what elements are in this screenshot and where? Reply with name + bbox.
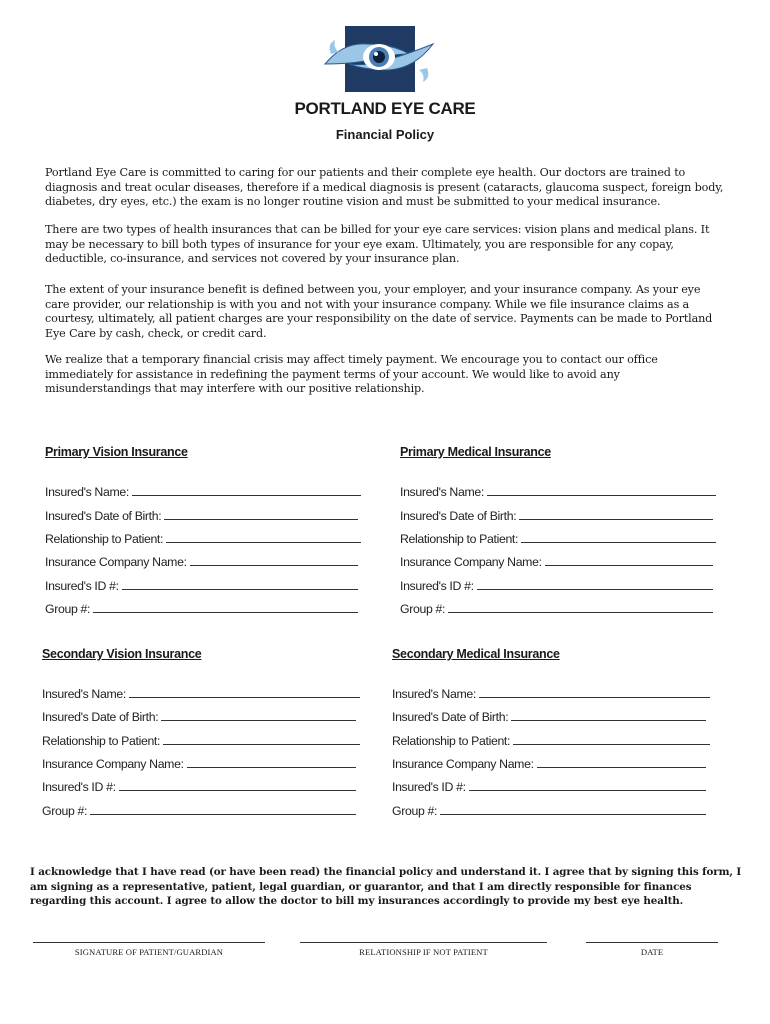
primary-vision-id-field[interactable] xyxy=(45,577,358,593)
field-label: Group #: xyxy=(392,804,438,818)
fill-line xyxy=(479,697,710,698)
fill-line xyxy=(187,767,356,768)
policy-paragraph: There are two types of health insurances that can be billed for your eye care services: vision plans and medical plans. It may be necessary to bill both types of insurance for your eye exam. Ultimately, you are responsible for any copay, deductible, co-insurance, and services not covered by your insurance plan. xyxy=(45,223,710,266)
fill-line xyxy=(440,814,706,815)
field-label: Insured's Date of Birth: xyxy=(392,710,509,724)
policy-paragraph: We realize that a temporary financial crisis may affect timely payment. We encourage you to contact our office immediately for assistance in redefining the payment terms of your account. We would like to avoid any misunderstandings that may interfere with our positive relationship. xyxy=(45,353,658,396)
eye-logo-icon xyxy=(323,24,435,96)
field-label: Insurance Company Name: xyxy=(392,757,534,771)
secondary-vision-company-field[interactable] xyxy=(42,755,356,771)
document-title: Financial Policy xyxy=(335,127,435,142)
secondary-vision-group-field[interactable] xyxy=(42,802,356,818)
fill-line xyxy=(190,565,358,566)
secondary-vision-title: Secondary Vision Insurance xyxy=(42,647,202,661)
fill-line xyxy=(164,519,358,520)
primary-vision-group-field[interactable] xyxy=(45,600,358,616)
fill-line xyxy=(545,565,713,566)
organization-name: PORTLAND EYE CARE xyxy=(294,99,476,118)
secondary-medical-dob-field[interactable] xyxy=(392,708,706,724)
secondary-medical-id-field[interactable] xyxy=(392,778,706,794)
primary-medical-id-field[interactable] xyxy=(400,577,713,593)
secondary-vision-dob-field[interactable] xyxy=(42,708,356,724)
field-label: Relationship to Patient: xyxy=(42,734,161,748)
primary-medical-name-field[interactable] xyxy=(400,483,716,499)
fill-line xyxy=(477,589,713,590)
date-field[interactable] xyxy=(586,930,718,960)
fill-line xyxy=(519,519,713,520)
primary-medical-company-field[interactable] xyxy=(400,553,713,569)
signature-caption: SIGNATURE OF PATIENT/GUARDIAN xyxy=(74,947,224,957)
primary-medical-relationship-field[interactable] xyxy=(400,530,716,546)
fill-line xyxy=(163,744,360,745)
date-line xyxy=(586,930,718,943)
fill-line xyxy=(537,767,706,768)
fill-line xyxy=(487,495,716,496)
fill-line xyxy=(122,589,358,590)
field-label: Insurance Company Name: xyxy=(45,555,187,569)
primary-vision-name-field[interactable] xyxy=(45,483,361,499)
fill-line xyxy=(132,495,361,496)
primary-vision-title: Primary Vision Insurance xyxy=(45,445,188,459)
signature-field[interactable] xyxy=(33,930,265,960)
field-label: Insured's Name: xyxy=(392,687,476,701)
field-label: Insured's Name: xyxy=(42,687,126,701)
relationship-line xyxy=(300,930,547,943)
secondary-medical-relationship-field[interactable] xyxy=(392,732,710,748)
field-label: Group #: xyxy=(42,804,88,818)
secondary-medical-name-field[interactable] xyxy=(392,685,710,701)
field-label: Group #: xyxy=(400,602,446,616)
policy-paragraph: The extent of your insurance benefit is defined between you, your employer, and your insurance company. As your eye care provider, our relationship is with you and not with your insurance company. While we file insurance claims as a courtesy, ultimately, all patient charges are your responsibility on the date of service. Payments can be made to Portland Eye Care by cash, check, or credit card. xyxy=(45,283,713,341)
signature-line xyxy=(33,930,265,943)
field-label: Relationship to Patient: xyxy=(45,532,164,546)
fill-line xyxy=(119,790,356,791)
field-label: Insured's Date of Birth: xyxy=(45,509,162,523)
field-label: Insured's Date of Birth: xyxy=(400,509,517,523)
fill-line xyxy=(161,720,356,721)
primary-vision-company-field[interactable] xyxy=(45,553,358,569)
relationship-caption: RELATIONSHIP IF NOT PATIENT xyxy=(359,947,488,957)
field-label: Insured's ID #: xyxy=(392,780,466,794)
fill-line xyxy=(93,612,358,613)
secondary-vision-relationship-field[interactable] xyxy=(42,732,360,748)
policy-paragraph: Portland Eye Care is committed to caring for our patients and their complete eye health. Our doctors are trained to diagnosis and treat ocular diseases, therefore if a medical diagnosis is present (cataracts, glaucoma suspect, foreign body, diabetes, dry eyes, etc.) the exam is no longer routine vision and must be submitted to your medical insurance. xyxy=(45,166,724,209)
primary-vision-relationship-field[interactable] xyxy=(45,530,361,546)
fill-line xyxy=(90,814,356,815)
fill-line xyxy=(166,542,361,543)
secondary-vision-id-field[interactable] xyxy=(42,778,356,794)
field-label: Insurance Company Name: xyxy=(400,555,542,569)
field-label: Insured's ID #: xyxy=(45,579,119,593)
secondary-medical-company-field[interactable] xyxy=(392,755,706,771)
fill-line xyxy=(511,720,706,721)
field-label: Insured's ID #: xyxy=(400,579,474,593)
date-caption: DATE xyxy=(640,947,664,957)
fill-line xyxy=(448,612,713,613)
secondary-vision-name-field[interactable] xyxy=(42,685,360,701)
field-label: Group #: xyxy=(45,602,91,616)
acknowledgement-statement: I acknowledge that I have read (or have been read) the financial policy and understand it. I agree that by signing this form, I am signing as a representative, patient, legal guardian, or guarantor, and that I am directly responsible for finances regarding this account. I agree to allow the doctor to bill my insurances accordingly to provide my best eye health. xyxy=(30,866,742,908)
field-label: Relationship to Patient: xyxy=(400,532,519,546)
primary-vision-dob-field[interactable] xyxy=(45,507,358,523)
secondary-medical-group-field[interactable] xyxy=(392,802,706,818)
field-label: Insurance Company Name: xyxy=(42,757,184,771)
field-label: Insured's Name: xyxy=(45,485,129,499)
field-label: Insured's ID #: xyxy=(42,780,116,794)
field-label: Insured's Date of Birth: xyxy=(42,710,159,724)
fill-line xyxy=(129,697,360,698)
secondary-medical-title: Secondary Medical Insurance xyxy=(392,647,560,661)
fill-line xyxy=(521,542,716,543)
field-label: Insured's Name: xyxy=(400,485,484,499)
primary-medical-title: Primary Medical Insurance xyxy=(400,445,551,459)
primary-medical-group-field[interactable] xyxy=(400,600,713,616)
field-label: Relationship to Patient: xyxy=(392,734,511,748)
relationship-field[interactable] xyxy=(300,930,547,960)
fill-line xyxy=(513,744,710,745)
fill-line xyxy=(469,790,706,791)
primary-medical-dob-field[interactable] xyxy=(400,507,713,523)
